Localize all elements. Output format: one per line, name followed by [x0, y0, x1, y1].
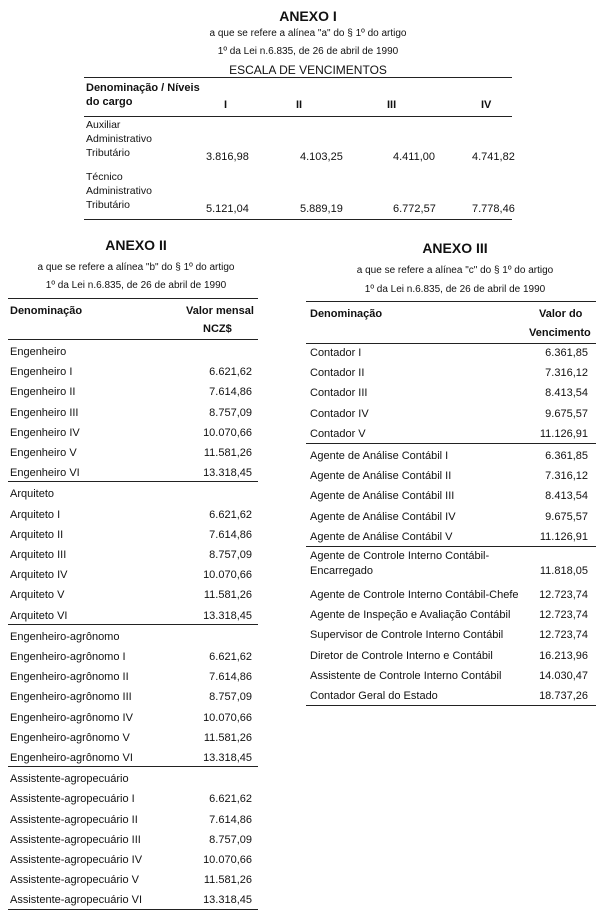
row-label: Arquiteto IV [10, 569, 68, 582]
table-row [10, 465, 252, 481]
row-label: Arquiteto II [10, 528, 64, 541]
row-value: 6.621,62 [209, 366, 252, 379]
anexo1-header-level-3: III [387, 99, 397, 111]
row-label: Arquiteto III [10, 549, 67, 561]
row-label: Assistente-agropecuário VI [10, 894, 143, 907]
row-label: Assistente-agropecuário V [10, 874, 140, 887]
anexo1-bottom-rule [84, 219, 512, 220]
table-row [10, 587, 252, 603]
anexo2-header-valor: Valor mensal [186, 305, 254, 317]
row-label: Arquiteto V [10, 589, 65, 602]
table-row [10, 689, 252, 705]
anexo1-subtitle-1: a que se refere a alínea "a" do § 1º do artigo [209, 28, 407, 39]
row-label: Engenheiro II [10, 386, 76, 399]
row-label: Agente de Análise Contábil II [310, 470, 452, 483]
row-value: 10.070,66 [203, 569, 252, 582]
row-value: 13.318,45 [203, 467, 252, 480]
table-row [10, 669, 252, 685]
table-row [10, 730, 252, 746]
row-value: 8.413,54 [545, 387, 588, 400]
row-value: 6.621,62 [209, 508, 252, 521]
row-label: Engenheiro V [10, 447, 77, 459]
row-label: Agente de Análise Contábil IV [310, 510, 456, 523]
row-label: Contador II [310, 367, 365, 380]
table-row [310, 488, 588, 504]
anexo1-header-level-2: II [296, 99, 303, 111]
group-heading: Assistente-agropecuário [10, 773, 129, 786]
row-value: 10.070,66 [203, 854, 252, 866]
table-row [310, 365, 588, 381]
row-value: 12.723,74 [539, 629, 588, 642]
table-row [10, 364, 252, 380]
table-row [10, 852, 252, 868]
row-value: 11.581,26 [203, 731, 252, 744]
row-value: 12.723,74 [539, 609, 588, 622]
anexo3-top-rule [306, 301, 596, 302]
table-row [10, 710, 252, 726]
group-rule [8, 624, 258, 625]
group-heading: Engenheiro [10, 346, 67, 358]
row-label: Engenheiro I [10, 366, 73, 379]
table-row [310, 688, 588, 704]
group-heading: Arquiteto [10, 488, 55, 501]
row-value: 8.757,09 [209, 549, 252, 561]
row-label: Engenheiro-agrônomo IV [10, 711, 133, 724]
table-row [310, 627, 588, 643]
row-label: Engenheiro IV [10, 426, 80, 439]
anexo1-row-2-value-2: 5.889,19 [300, 203, 343, 215]
table-row [10, 445, 252, 461]
row-value: 9.675,57 [545, 407, 588, 420]
row-value: 6.361,85 [545, 450, 588, 462]
row-value: 8.757,09 [209, 406, 252, 419]
table-row [310, 587, 588, 603]
group-heading: Engenheiro-agrônomo [10, 630, 120, 643]
group-rule [8, 481, 258, 482]
row-value: 11.581,26 [203, 874, 252, 887]
anexo3-header-rule [306, 343, 596, 344]
table-row [10, 892, 252, 908]
anexo3-header-vencimento: Vencimento [529, 327, 591, 339]
table-row [310, 426, 588, 442]
row-value: 7.316,12 [545, 367, 588, 380]
anexo2-header-currency: NCZ$ [203, 323, 232, 335]
row-value: 6.621,62 [209, 793, 252, 806]
anexo2-top-rule [8, 298, 258, 299]
table-row [310, 509, 588, 525]
row-value: 13.318,45 [203, 894, 252, 907]
anexo1-row-2-value-3: 6.772,57 [393, 203, 436, 215]
row-value: 10.070,66 [203, 426, 252, 439]
row-label: Engenheiro-agrônomo VI [10, 752, 133, 764]
row-label: Engenheiro III [10, 406, 79, 419]
table-row [310, 385, 588, 401]
table-row [310, 406, 588, 422]
row-value: 11.126,91 [539, 530, 588, 543]
table-row [10, 608, 252, 624]
table-row [310, 668, 588, 684]
anexo1-subtitle-3: ESCALA DE VENCIMENTOS [229, 63, 387, 77]
row-label: Agente de Controle Interno Contábil-Chefe [310, 589, 519, 601]
row-label: Arquiteto VI [10, 609, 68, 622]
anexo1-title: ANEXO I [279, 8, 337, 24]
table-row [310, 648, 588, 664]
group-rule [8, 909, 258, 910]
row-value: 11.818,05 [539, 565, 588, 577]
row-label: Contador IV [310, 407, 369, 420]
row-value: 7.614,86 [209, 386, 252, 399]
anexo1-row-1-value-2: 4.103,25 [300, 151, 343, 163]
anexo1-row-1-value-1: 3.816,98 [206, 151, 249, 163]
anexo1-row-1-value-3: 4.411,00 [393, 151, 436, 163]
table-row [10, 872, 252, 888]
anexo3-header-denominacao: Denominação [310, 308, 383, 320]
anexo2-subtitle-2: 1º da Lei n.6.835, de 26 de abril de 1990 [45, 280, 227, 291]
table-bottom-rule [306, 705, 596, 706]
row-value: 11.126,91 [539, 427, 588, 440]
table-row [10, 527, 252, 543]
anexo2-header-rule [8, 339, 258, 340]
anexo3-subtitle-2: 1º da Lei n.6.835, de 26 de abril de 1990 [364, 284, 546, 295]
row-value: 8.757,09 [209, 691, 252, 704]
table-row [10, 384, 252, 400]
row-label: Assistente-agropecuário IV [10, 854, 143, 866]
anexo3-header-valor: Valor do [539, 308, 583, 320]
table-row [10, 425, 252, 441]
row-value: 11.581,26 [203, 447, 252, 459]
anexo1-row-1-name: Auxiliar Administrativo Tributário [86, 119, 152, 159]
row-label: Engenheiro-agrônomo II [10, 671, 129, 684]
anexo2-subtitle-1: a que se refere a alínea "b" do § 1º do artigo [37, 262, 235, 273]
row-label: Agente de Análise Contábil V [310, 530, 453, 543]
row-value: 12.723,74 [539, 589, 588, 601]
row-value: 16.213,96 [539, 649, 588, 662]
row-label: Engenheiro VI [10, 467, 80, 480]
row-value: 13.318,45 [203, 752, 252, 764]
row-label: Contador Geral do Estado [310, 690, 438, 702]
table-row [310, 529, 588, 545]
anexo1-header-denominacao: Denominação / Níveis do cargo [86, 82, 200, 108]
row-label: Contador V [310, 427, 366, 440]
row-label: Engenheiro-agrônomo III [10, 691, 132, 704]
row-value: 14.030,47 [539, 669, 588, 682]
row-label: Agente de Análise Contábil I [310, 450, 449, 462]
anexo1-header-level-4: IV [481, 99, 492, 111]
group-rule [306, 546, 596, 547]
table-row [10, 567, 252, 583]
anexo1-row-1-value-4: 4.741,82 [472, 151, 515, 163]
anexo2-header-denominacao: Denominação [10, 305, 83, 317]
row-value: 6.361,85 [545, 347, 588, 359]
table-row [10, 791, 252, 807]
row-label: Assistente-agropecuário I [10, 793, 135, 806]
anexo1-header-rule [84, 116, 512, 117]
row-label: Agente de Análise Contábil III [310, 490, 455, 503]
row-value: 8.757,09 [209, 833, 252, 846]
row-value: 7.316,12 [545, 470, 588, 483]
row-label: Engenheiro-agrônomo V [10, 731, 130, 744]
row-label: Assistente de Controle Interno Contábil [310, 669, 502, 682]
table-row [10, 547, 252, 563]
row-label-line1: Agente de Controle Interno Contábil- [310, 550, 490, 562]
row-value: 11.581,26 [203, 589, 252, 602]
row-value: 10.070,66 [203, 711, 252, 724]
row-value: 7.614,86 [209, 671, 252, 684]
row-label: Diretor de Controle Interno e Contábil [310, 649, 493, 662]
table-row [10, 812, 252, 828]
anexo1-subtitle-2: 1º da Lei n.6.835, de 26 de abril de 1990 [217, 46, 399, 57]
row-label-line2: Encarregado [310, 565, 373, 577]
row-label: Assistente-agropecuário II [10, 813, 138, 826]
row-value: 6.621,62 [209, 651, 252, 663]
row-label: Agente de Inspeção e Avaliação Contábil [310, 609, 511, 622]
row-label: Supervisor de Controle Interno Contábil [310, 629, 504, 642]
table-row [310, 468, 588, 484]
anexo1-row-2-value-4: 7.778,46 [472, 203, 515, 215]
anexo1-row-2-value-1: 5.121,04 [206, 203, 249, 215]
row-label: Contador III [310, 387, 368, 400]
table-row [10, 405, 252, 421]
anexo2-title: ANEXO II [105, 237, 167, 253]
table-row [10, 649, 252, 665]
row-value: 7.614,86 [209, 813, 252, 826]
row-value: 18.737,26 [539, 690, 588, 702]
table-row [10, 832, 252, 848]
table-row [310, 607, 588, 623]
row-label: Arquiteto I [10, 508, 61, 521]
table-row [10, 750, 252, 766]
row-value: 9.675,57 [545, 510, 588, 523]
anexo3-subtitle-1: a que se refere a alínea "c" do § 1º do artigo [356, 265, 554, 276]
anexo3-title: ANEXO III [422, 240, 488, 256]
row-value: 8.413,54 [545, 490, 588, 503]
row-value: 7.614,86 [209, 528, 252, 541]
row-value: 13.318,45 [203, 609, 252, 622]
group-rule [8, 766, 258, 767]
row-label: Engenheiro-agrônomo I [10, 651, 126, 663]
anexo1-header-level-1: I [224, 99, 228, 111]
table-row [10, 507, 252, 523]
row-label: Assistente-agropecuário III [10, 833, 141, 846]
group-rule [306, 443, 596, 444]
table-row [310, 448, 588, 464]
anexo1-row-2-name: Técnico Administrativo Tributário [86, 171, 152, 211]
table-row [310, 345, 588, 361]
anexo1-top-rule [84, 77, 512, 78]
row-label: Contador I [310, 347, 362, 359]
